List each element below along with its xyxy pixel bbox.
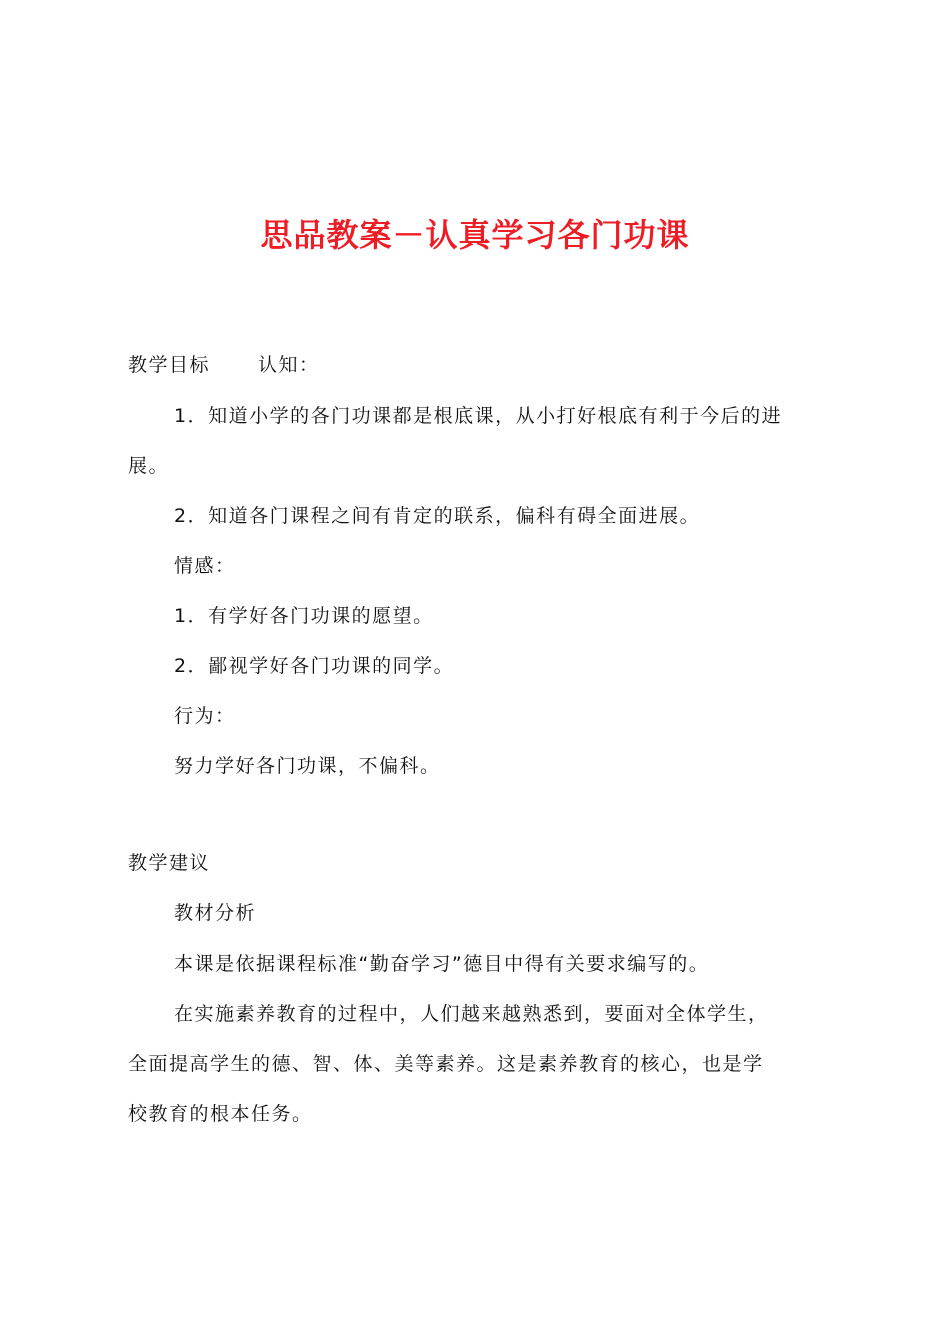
goals-heading: 教学目标 bbox=[128, 354, 211, 376]
cognition-item-1: 1．知道小学的各门功课都是根底课，从小打好根底有利于今后的进 bbox=[174, 405, 783, 427]
cognition-label: 认知： bbox=[258, 354, 320, 376]
behavior-label: 行为： bbox=[174, 705, 236, 727]
cognition-item-2: 2．知道各门课程之间有肯定的联系，偏科有碍全面进展。 bbox=[174, 505, 701, 527]
document-title: 思品教案－认真学习各门功课 bbox=[260, 216, 690, 254]
emotion-item-1: 1．有学好各门功课的愿望。 bbox=[174, 605, 434, 627]
behavior-text: 努力学好各门功课，不偏科。 bbox=[174, 755, 441, 777]
paragraph-2-line-1: 在实施素养教育的过程中，人们越来越熟悉到，要面对全体学生， bbox=[174, 1003, 769, 1025]
emotion-item-2: 2．鄙视学好各门功课的同学。 bbox=[174, 655, 455, 677]
goals-heading-line bbox=[128, 352, 320, 378]
emotion-label: 情感： bbox=[174, 555, 236, 577]
material-analysis-heading: 教材分析 bbox=[174, 902, 257, 924]
paragraph-2-line-2: 全面提高学生的德、智、体、美等素养。这是素养教育的核心，也是学 bbox=[128, 1053, 764, 1075]
paragraph-1: 本课是依据课程标准“勤奋学习”德目中得有关要求编写的。 bbox=[174, 953, 710, 975]
suggestions-heading: 教学建议 bbox=[128, 852, 211, 874]
paragraph-2-line-3: 校教育的根本任务。 bbox=[128, 1103, 313, 1125]
cognition-item-1-continued: 展。 bbox=[128, 455, 170, 477]
